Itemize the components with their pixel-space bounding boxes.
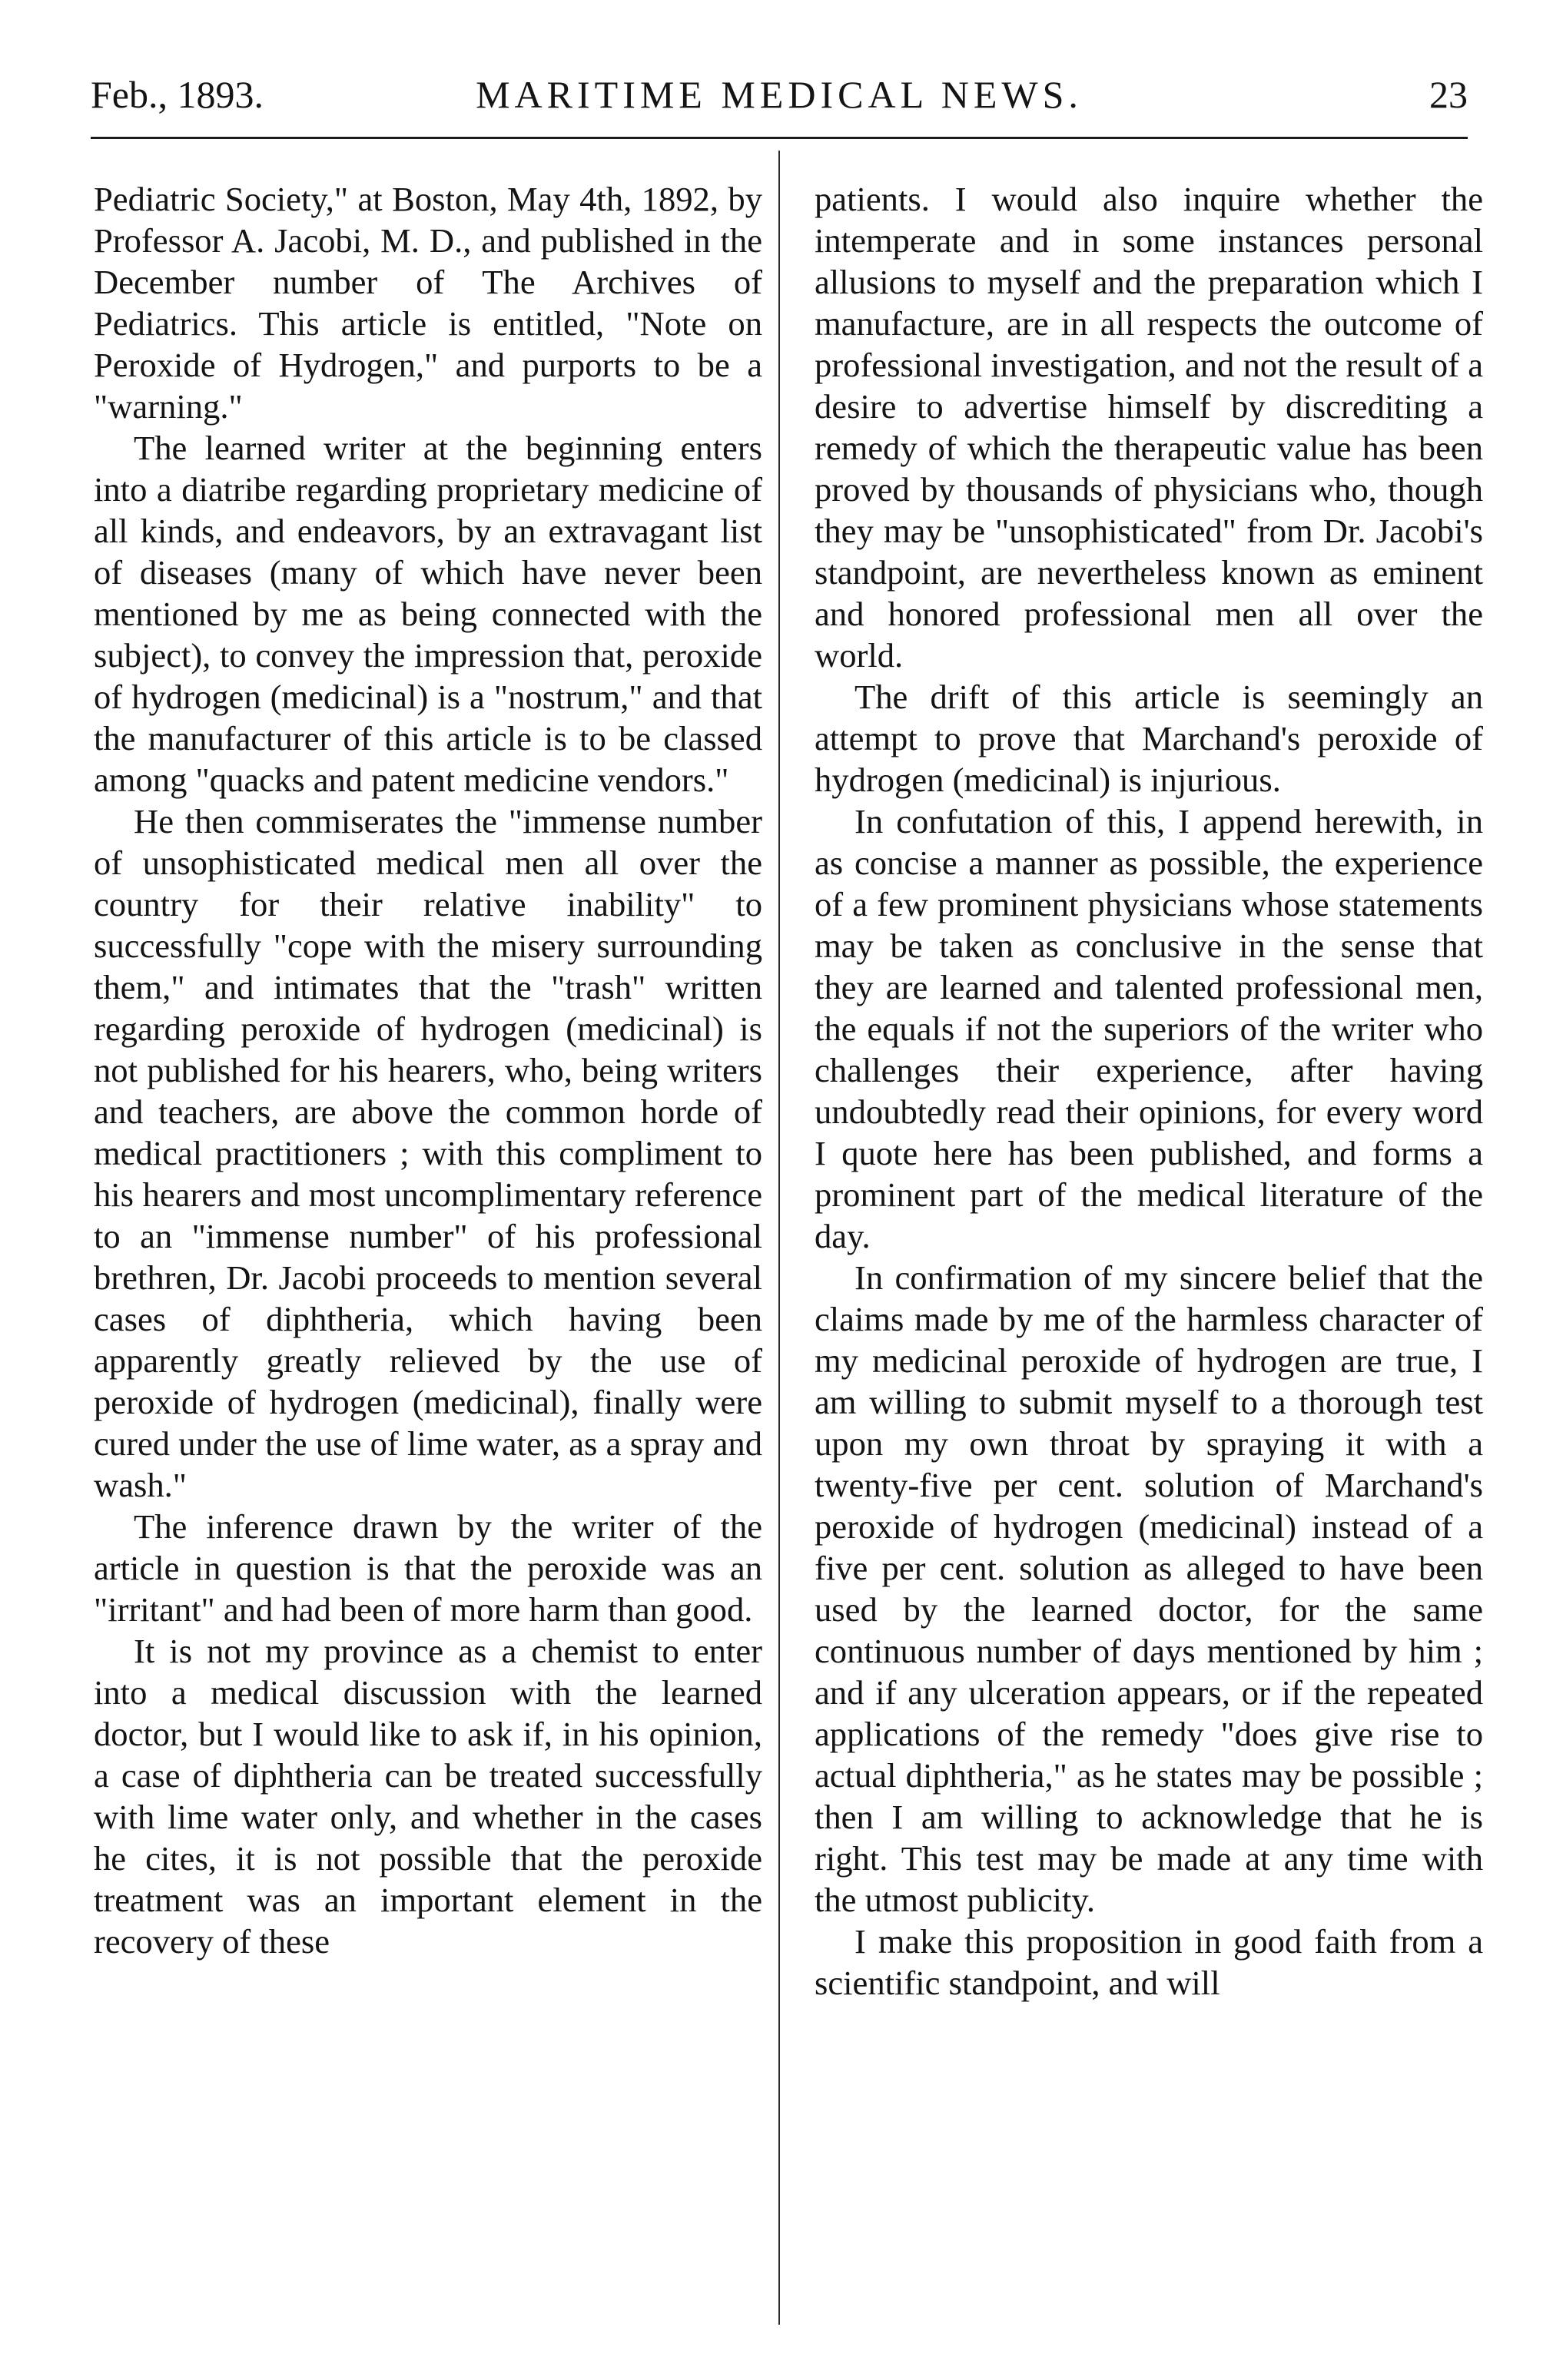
paragraph: He then commiserates the "immense number of unsophisticated medical men all over the country for their relative inability" to successfully "cope with the misery surrounding them," and intimates that the "trash" written regarding peroxide of hydrogen (medicinal) is not published for his hearers, who, being writers and teachers, are above the common horde of medical practitioners ; with this compliment to his hearers and most uncomplimentary reference to an "immense number" of his professional brethren, Dr. Jacobi proceeds to mention several cases of diphtheria, which having been apparently greatly relieved by the use of peroxide of hydrogen (medicinal), finally were cured under the use of lime water, as a spray and wash." <box>94 802 762 1504</box>
paragraph: patients. I would also inquire whether the intemperate and in some instances personal allusions to myself and the preparation which I manufacture, are in all respects the outcome of professional investigation, and not the result of a desire to advertise himself by discrediting a remedy of which the therapeutic value has been proved by thousands of physicians who, though they may be "unsophisticated" from Dr. Jacobi's standpoint, are nevertheless known as eminent and honored professional men all over the world. <box>815 180 1483 675</box>
journal-title: MARITIME MEDICAL NEWS. <box>476 73 1083 116</box>
right-column <box>815 178 1483 2004</box>
left-column <box>94 178 762 1962</box>
column-divider <box>778 151 780 2325</box>
paragraph: Pediatric Society," at Boston, May 4th, 1892, by Professor A. Jacobi, M. D., and published in the December number of The Archives of Pediatrics. This article is entitled, "Note on Peroxide of Hydrogen," and purports to be a "warning." <box>94 180 762 426</box>
running-header <box>91 68 1468 121</box>
paragraph: In confutation of this, I append herewith, in as concise a manner as possible, the experience of a few prominent physicians whose statements may be taken as conclusive in the sense that they are learned and talented professional men, the equals if not the superiors of the writer who challenges their experience, after having undoubtedly read their opinions, for every word I quote here has been published, and forms a prominent part of the medical literature of the day. <box>815 802 1483 1255</box>
paragraph: In confirmation of my sincere belief that the claims made by me of the harmless character of my medicinal peroxide of hydrogen are true, I am willing to submit myself to a thorough test upon my own throat by spraying it with a twenty-five per cent. solution of Marchand's peroxide of hydrogen (medicinal) instead of a five per cent. solution as alleged to have been used by the learned doctor, for the same continuous number of days mentioned by him ; and if any ulceration appears, or if the repeated applications of the remedy "does give rise to actual diphtheria," as he states may be possible ; then I am willing to acknowledge that he is right. This test may be made at any time with the utmost publicity. <box>815 1258 1483 1919</box>
page-number: 23 <box>1429 73 1468 116</box>
paragraph: The drift of this article is seemingly an attempt to prove that Marchand's peroxide of hydrogen (medicinal) is injurious. <box>815 678 1483 799</box>
paragraph: The learned writer at the beginning enters into a diatribe regarding proprietary medicine of all kinds, and endeavors, by an extravagant list of diseases (many of which have never been mentioned by me as being connected with the subject), to convey the impression that, peroxide of hydrogen (medicinal) is a "nostrum," and that the manufacturer of this article is to be classed among "quacks and patent medicine vendors." <box>94 429 762 799</box>
header-rule <box>91 137 1468 139</box>
paragraph: It is not my province as a chemist to enter into a medical discussion with the learned doctor, but I would like to ask if, in his opinion, a case of diphtheria can be treated successfully with lime water only, and whether in the cases he cites, it is not possible that the peroxide treatment was an important element in the recovery of these <box>94 1632 762 1961</box>
issue-date: Feb., 1893. <box>91 73 264 116</box>
paragraph: The inference drawn by the writer of the article in question is that the peroxide was an "irritant" and had been of more harm than good. <box>94 1507 762 1629</box>
paragraph: I make this proposition in good faith from a scientific standpoint, and will <box>815 1922 1483 2002</box>
